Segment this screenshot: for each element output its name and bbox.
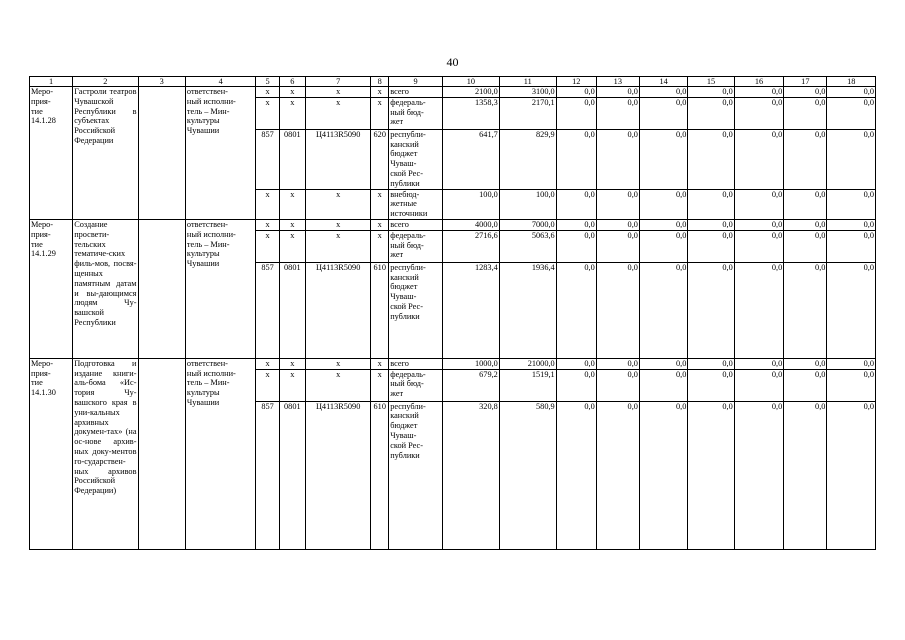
amount-cell: 1358,3 <box>442 97 499 129</box>
amount-cell: 0,0 <box>827 129 876 189</box>
amount-cell: 320,8 <box>442 401 499 549</box>
header-cell: 18 <box>827 77 876 87</box>
amount-cell: 0,0 <box>596 262 639 358</box>
amount-cell: 0,0 <box>734 358 784 369</box>
measure-name-cell: Подготовка и издание книги-аль-бома «Ис-тория Чу-вашского края в уни-кальных архивных докумен-тах» (на ос-нове архив-ных доку-ментов го-сударствен-ных архивов Российской Федерации) <box>73 358 138 549</box>
executor-cell: ответствен- ный исполни- тель – Мин- культуры Чувашии <box>185 219 256 358</box>
amount-cell: 0,0 <box>639 219 687 230</box>
expense-type-cell: 610 <box>371 262 389 358</box>
expense-type-cell: 620 <box>371 129 389 189</box>
amount-cell: 0,0 <box>734 230 784 262</box>
amount-cell: 0,0 <box>827 369 876 401</box>
header-cell: 5 <box>256 77 279 87</box>
header-cell: 3 <box>138 77 185 87</box>
amount-cell: 0,0 <box>556 97 596 129</box>
header-cell: 8 <box>371 77 389 87</box>
section-cell: х <box>279 230 305 262</box>
amount-cell: 0,0 <box>639 189 687 219</box>
amount-cell: 0,0 <box>734 189 784 219</box>
amount-cell: 0,0 <box>827 189 876 219</box>
funding-source-cell: республи- канский бюджет Чуваш- ской Рес- публики <box>389 262 443 358</box>
measure-cell: Меро- прия- тие 14.1.28 <box>30 87 73 220</box>
header-cell: 11 <box>499 77 556 87</box>
empty-cell <box>138 358 185 549</box>
funding-source-cell: федераль- ный бюд- жет <box>389 369 443 401</box>
amount-cell: 2100,0 <box>442 87 499 98</box>
funding-source-cell: всего <box>389 219 443 230</box>
section-cell: х <box>279 358 305 369</box>
amount-cell: 0,0 <box>688 97 734 129</box>
section-cell: х <box>279 87 305 98</box>
grbs-cell: х <box>256 358 279 369</box>
table-row <box>30 87 876 98</box>
section-cell: 0801 <box>279 401 305 549</box>
measure-name-cell: Гастроли театров Чувашской Республики в субъектах Российской Федерации <box>73 87 138 220</box>
header-cell: 7 <box>305 77 370 87</box>
amount-cell: 3100,0 <box>499 87 556 98</box>
expense-type-cell: х <box>371 87 389 98</box>
amount-cell: 0,0 <box>556 87 596 98</box>
amount-cell: 2716,6 <box>442 230 499 262</box>
table-row <box>30 358 876 369</box>
amount-cell: 100,0 <box>442 189 499 219</box>
header-cell: 1 <box>30 77 73 87</box>
target-article-cell: х <box>305 189 370 219</box>
amount-cell: 0,0 <box>734 262 784 358</box>
page-number: 40 <box>446 55 459 69</box>
amount-cell: 641,7 <box>442 129 499 189</box>
amount-cell: 0,0 <box>596 189 639 219</box>
target-article-cell: х <box>305 230 370 262</box>
amount-cell: 0,0 <box>688 87 734 98</box>
amount-cell: 0,0 <box>639 358 687 369</box>
funding-source-cell: федераль- ный бюд- жет <box>389 97 443 129</box>
grbs-cell: х <box>256 87 279 98</box>
amount-cell: 0,0 <box>639 97 687 129</box>
amount-cell: 0,0 <box>784 369 827 401</box>
amount-cell: 0,0 <box>688 129 734 189</box>
amount-cell: 21000,0 <box>499 358 556 369</box>
amount-cell: 1000,0 <box>442 358 499 369</box>
funding-source-cell: федераль- ный бюд- жет <box>389 230 443 262</box>
amount-cell: 0,0 <box>688 230 734 262</box>
executor-cell: ответствен- ный исполни- тель – Мин- культуры Чувашии <box>185 87 256 220</box>
table-row <box>30 219 876 230</box>
amount-cell: 580,9 <box>499 401 556 549</box>
section-cell: 0801 <box>279 262 305 358</box>
amount-cell: 0,0 <box>639 401 687 549</box>
grbs-cell: х <box>256 189 279 219</box>
empty-cell <box>138 219 185 358</box>
amount-cell: 0,0 <box>639 369 687 401</box>
header-cell: 16 <box>734 77 784 87</box>
section-cell: х <box>279 369 305 401</box>
expense-type-cell: х <box>371 369 389 401</box>
amount-cell: 0,0 <box>827 401 876 549</box>
target-article-cell: х <box>305 358 370 369</box>
amount-cell: 1519,1 <box>499 369 556 401</box>
amount-cell: 0,0 <box>688 369 734 401</box>
grbs-cell: 857 <box>256 401 279 549</box>
amount-cell: 0,0 <box>734 97 784 129</box>
amount-cell: 0,0 <box>688 189 734 219</box>
header-cell: 14 <box>639 77 687 87</box>
amount-cell: 1936,4 <box>499 262 556 358</box>
measure-cell: Меро- прия- тие 14.1.30 <box>30 358 73 549</box>
funding-source-cell: республи- канский бюджет Чуваш- ской Рес- публики <box>389 129 443 189</box>
funding-source-cell: всего <box>389 87 443 98</box>
amount-cell: 679,2 <box>442 369 499 401</box>
amount-cell: 0,0 <box>827 97 876 129</box>
funding-source-cell: внебюд- жетные источники <box>389 189 443 219</box>
amount-cell: 0,0 <box>596 369 639 401</box>
amount-cell: 0,0 <box>596 358 639 369</box>
budget-table <box>29 76 876 550</box>
amount-cell: 0,0 <box>639 262 687 358</box>
header-cell: 17 <box>784 77 827 87</box>
amount-cell: 0,0 <box>784 189 827 219</box>
amount-cell: 4000,0 <box>442 219 499 230</box>
amount-cell: 0,0 <box>784 219 827 230</box>
amount-cell: 0,0 <box>784 262 827 358</box>
amount-cell: 0,0 <box>639 87 687 98</box>
amount-cell: 0,0 <box>784 97 827 129</box>
header-row <box>30 77 876 87</box>
header-cell: 13 <box>596 77 639 87</box>
amount-cell: 0,0 <box>556 129 596 189</box>
empty-cell <box>138 87 185 220</box>
amount-cell: 0,0 <box>556 189 596 219</box>
header-cell: 2 <box>73 77 138 87</box>
amount-cell: 0,0 <box>827 358 876 369</box>
amount-cell: 0,0 <box>688 262 734 358</box>
header-cell: 15 <box>688 77 734 87</box>
amount-cell: 0,0 <box>596 401 639 549</box>
grbs-cell: х <box>256 219 279 230</box>
amount-cell: 0,0 <box>596 129 639 189</box>
amount-cell: 0,0 <box>784 129 827 189</box>
funding-source-cell: всего <box>389 358 443 369</box>
amount-cell: 0,0 <box>827 230 876 262</box>
grbs-cell: 857 <box>256 129 279 189</box>
target-article-cell: Ц4113R5090 <box>305 401 370 549</box>
target-article-cell: х <box>305 87 370 98</box>
grbs-cell: х <box>256 230 279 262</box>
header-cell: 9 <box>389 77 443 87</box>
amount-cell: 0,0 <box>688 219 734 230</box>
amount-cell: 0,0 <box>734 87 784 98</box>
amount-cell: 0,0 <box>734 219 784 230</box>
amount-cell: 0,0 <box>639 230 687 262</box>
amount-cell: 0,0 <box>596 219 639 230</box>
expense-type-cell: х <box>371 219 389 230</box>
expense-type-cell: х <box>371 358 389 369</box>
amount-cell: 2170,1 <box>499 97 556 129</box>
funding-source-cell: республи- канский бюджет Чуваш- ской Рес- публики <box>389 401 443 549</box>
amount-cell: 0,0 <box>734 401 784 549</box>
grbs-cell: х <box>256 97 279 129</box>
amount-cell: 1283,4 <box>442 262 499 358</box>
expense-type-cell: х <box>371 97 389 129</box>
target-article-cell: Ц4113R5090 <box>305 262 370 358</box>
section-cell: х <box>279 219 305 230</box>
amount-cell: 0,0 <box>784 230 827 262</box>
target-article-cell: Ц4113R5090 <box>305 129 370 189</box>
amount-cell: 0,0 <box>827 262 876 358</box>
amount-cell: 0,0 <box>734 129 784 189</box>
section-cell: 0801 <box>279 129 305 189</box>
target-article-cell: х <box>305 219 370 230</box>
section-cell: х <box>279 97 305 129</box>
expense-type-cell: х <box>371 230 389 262</box>
amount-cell: 0,0 <box>556 401 596 549</box>
header-cell: 6 <box>279 77 305 87</box>
grbs-cell: 857 <box>256 262 279 358</box>
amount-cell: 0,0 <box>784 87 827 98</box>
amount-cell: 5063,6 <box>499 230 556 262</box>
amount-cell: 0,0 <box>596 230 639 262</box>
amount-cell: 0,0 <box>827 219 876 230</box>
executor-cell: ответствен- ный исполни- тель – Мин- культуры Чувашии <box>185 358 256 549</box>
amount-cell: 0,0 <box>784 401 827 549</box>
amount-cell: 0,0 <box>827 87 876 98</box>
header-cell: 4 <box>185 77 256 87</box>
amount-cell: 0,0 <box>596 97 639 129</box>
amount-cell: 0,0 <box>556 262 596 358</box>
target-article-cell: х <box>305 97 370 129</box>
amount-cell: 0,0 <box>556 358 596 369</box>
header-cell: 10 <box>442 77 499 87</box>
amount-cell: 0,0 <box>556 219 596 230</box>
amount-cell: 100,0 <box>499 189 556 219</box>
header-cell: 12 <box>556 77 596 87</box>
grbs-cell: х <box>256 369 279 401</box>
amount-cell: 0,0 <box>639 129 687 189</box>
target-article-cell: х <box>305 369 370 401</box>
amount-cell: 0,0 <box>556 369 596 401</box>
amount-cell: 0,0 <box>688 358 734 369</box>
amount-cell: 0,0 <box>734 369 784 401</box>
amount-cell: 829,9 <box>499 129 556 189</box>
measure-cell: Меро- прия- тие 14.1.29 <box>30 219 73 358</box>
amount-cell: 0,0 <box>596 87 639 98</box>
amount-cell: 0,0 <box>784 358 827 369</box>
amount-cell: 0,0 <box>556 230 596 262</box>
expense-type-cell: х <box>371 189 389 219</box>
amount-cell: 7000,0 <box>499 219 556 230</box>
measure-name-cell: Создание просвети-тельских тематиче-ских филь-мов, посвя-щенных памятным датам и вы-дающимся людям Чу-вашской Республики <box>73 219 138 358</box>
section-cell: х <box>279 189 305 219</box>
amount-cell: 0,0 <box>688 401 734 549</box>
expense-type-cell: 610 <box>371 401 389 549</box>
